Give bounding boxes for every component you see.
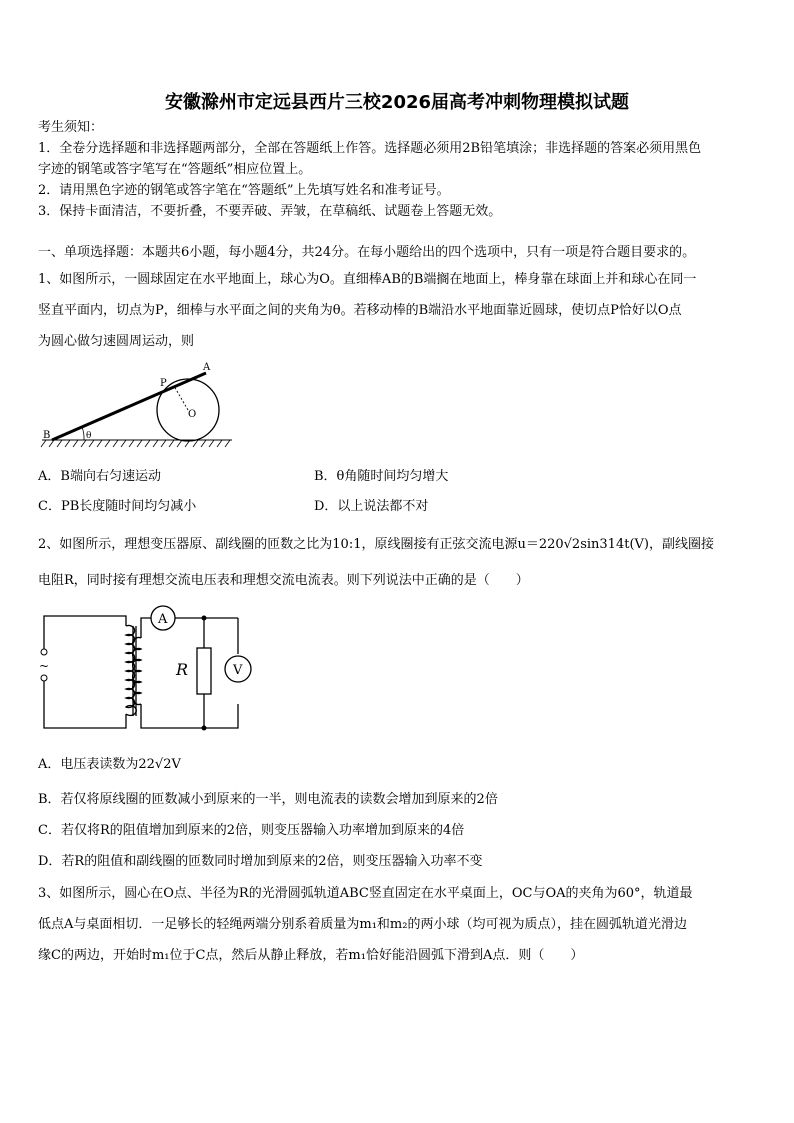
source-symbol: ~ bbox=[39, 659, 50, 673]
notice-heading: 考生须知： bbox=[38, 120, 104, 135]
q2-option-a: A．电压表读数为22√2V bbox=[38, 757, 181, 772]
label-p: P bbox=[160, 378, 167, 389]
rod-ab bbox=[52, 373, 206, 440]
voltmeter-label: V bbox=[233, 663, 243, 678]
q3-line-2: 低点A与桌面相切．一足够长的轻绳两端分别系着质量为m₁和m₂的两小球（均可视为质点），挂在圆弧轨道光滑边 bbox=[38, 917, 687, 932]
label-b: B bbox=[43, 430, 51, 441]
label-o: O bbox=[188, 409, 197, 420]
q2-option-b: B．若仅将原线圈的匝数减小到原来的一半，则电流表的读数会增加到原来的2倍 bbox=[38, 792, 498, 807]
q3-line-3: 缘C的两边，开始时m₁位于C点，然后从静止释放，若m₁恰好能沿圆弧下滑到A点．则（ ） bbox=[38, 948, 584, 963]
resistor-label: R bbox=[176, 660, 189, 679]
notice-item-1a: 1．全卷分选择题和非选择题两部分，全部在答题纸上作答。选择题必须用2B铅笔填涂；非选择题的答案必须用黑色 bbox=[38, 141, 702, 156]
label-a: A bbox=[203, 362, 211, 373]
source-terminal-top bbox=[41, 649, 47, 655]
q1-figure bbox=[38, 358, 238, 450]
label-theta: θ bbox=[86, 431, 92, 441]
page-title: 安徽滁州市定远县西片三校2026届高考冲刺物理模拟试题 bbox=[164, 92, 630, 113]
q1-option-d: D．以上说法都不对 bbox=[314, 499, 429, 514]
source-terminal-bottom bbox=[41, 675, 47, 681]
q2-option-d: D．若R的阻值和副线圈的匝数同时增加到原来的2倍，则变压器输入功率不变 bbox=[38, 854, 483, 869]
q2-line-1: 2、如图所示，理想变压器原、副线圈的匝数之比为10:1，原线圈接有正弦交流电源u＝220√2sin314t(V)，副线圈接 bbox=[38, 537, 714, 552]
notice-item-3: 3．保持卡面清洁，不要折叠，不要弄破、弄皱，在草稿纸、试题卷上答题无效。 bbox=[38, 204, 502, 219]
ammeter-label: A bbox=[158, 612, 168, 627]
q2-line-2: 电阻R，同时接有理想交流电压表和理想交流电流表。则下列说法中正确的是（ ） bbox=[38, 573, 529, 588]
q1-option-b: B．θ角随时间均匀增大 bbox=[314, 469, 449, 484]
q1-option-a: A．B端向右匀速运动 bbox=[38, 469, 161, 484]
q1-line-2: 竖直平面内，切点为P，细棒与水平面之间的夹角为θ。若移动棒的B端沿水平地面靠近圆球，使切点P恰好以O点 bbox=[38, 303, 682, 318]
q3-line-1: 3、如图所示，圆心在O点、半径为R的光滑圆弧轨道ABC竖直固定在水平桌面上，OC与OA的夹角为60°，轨道最 bbox=[38, 886, 693, 901]
q1-line-3: 为圆心做匀速圆周运动，则 bbox=[38, 334, 195, 349]
q1-line-1: 1、如图所示，一圆球固定在水平地面上，球心为O。直细棒AB的B端搁在地面上，棒身靠在球面上并和球心在同一 bbox=[38, 272, 697, 287]
notice-item-1b: 字迹的钢笔或答字笔写在“答题纸”相应位置上。 bbox=[38, 162, 312, 177]
q2-figure bbox=[38, 602, 258, 738]
section-heading: 一、单项选择题：本题共6小题，每小题4分，共24分。在每小题给出的四个选项中，只有一项是符合题目要求的。 bbox=[38, 245, 696, 260]
q1-option-c: C．PB长度随时间均匀减小 bbox=[38, 499, 197, 514]
notice-item-2: 2．请用黑色字迹的钢笔或答字笔在“答题纸”上先填写姓名和准考证号。 bbox=[38, 183, 450, 198]
q2-option-c: C．若仅将R的阻值增加到原来的2倍，则变压器输入功率增加到原来的4倍 bbox=[38, 823, 465, 838]
